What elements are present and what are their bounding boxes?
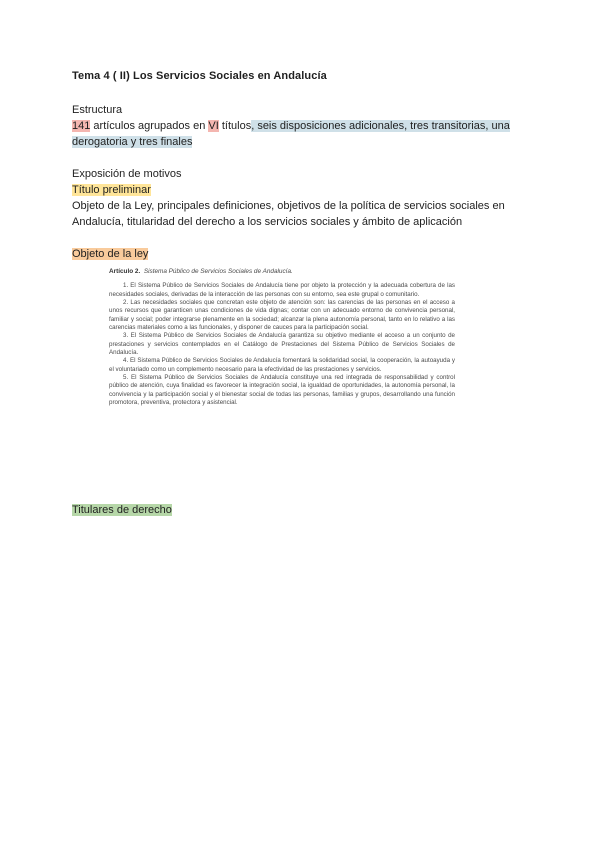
titulares-line	[72, 502, 532, 518]
articles-text: artículos agrupados en	[90, 120, 209, 132]
article-label: Artículo 2.	[109, 268, 141, 275]
titulo-preliminar-highlight: Título preliminar	[72, 184, 151, 196]
titles-count-highlight: VI	[208, 120, 219, 132]
exposicion-heading: Exposición de motivos	[72, 168, 182, 180]
article-heading	[109, 268, 455, 276]
article-paragraph: 5. El Sistema Público de Servicios Sociales de Andalucía constituye una red integrada de responsabilidad y control público de atención, cuya finalidad es favorecer la integración social, la igualdad de oportunidades, la autonomía personal, la convivencia y la participación social y el bienestar social de todas las personas, familias y grupos, desarrollando una función promotora, preventiva, protectora y asistencial.	[109, 374, 455, 407]
titulares-section	[72, 502, 532, 518]
articles-count-highlight: 141	[72, 120, 91, 132]
article-scan-image	[109, 268, 455, 408]
objeto-highlight: Objeto de la ley	[72, 248, 149, 260]
structure-heading: Estructura	[72, 104, 123, 116]
titulo-preliminar-line	[72, 182, 532, 198]
article-name: Sistema Público de Servicios Sociales de Andalucía.	[143, 268, 293, 275]
titulares-highlight: Titulares de derecho	[72, 504, 172, 516]
titulo-preliminar-body: Objeto de la Ley, principales definiciones, objetivos de la política de servicios sociales en Andalucía, titularidad del derecho a los servicios sociales y ámbito de aplicación	[72, 200, 505, 228]
dispositions-highlight: , seis disposiciones adicionales, tres transitorias, una derogatoria y tres finales	[72, 120, 510, 148]
article-paragraph: 4. El Sistema Público de Servicios Sociales de Andalucía fomentará la solidaridad social, la cooperación, la autoayuda y el voluntariado como un complemento necesario para la efectividad de las prestaciones y servicios.	[109, 357, 455, 373]
document-page	[72, 70, 532, 262]
article-paragraph: 2. Las necesidades sociales que concretan este objeto de atención son: las carencias de las personas en el acceso a unos recursos que garanticen unas condiciones de vida dignas; contar con un adecuado entorno de convivencia personal, familiar y social; poder integrarse plenamente en la sociedad; alcanzar la plena autonomía personal, tanto en lo relativo a las carencias materiales como a las funcionales, y disponer de cauces para la participación social.	[109, 299, 455, 332]
document-title: Tema 4 ( II) Los Servicios Sociales en Andalucía	[72, 70, 327, 82]
article-paragraph: 1. El Sistema Público de Servicios Sociales de Andalucía tiene por objeto la protección y la adecuada cobertura de las necesidades sociales, derivadas de la interacción de las personas con su entorno, sea este grupal o comunitario.	[109, 282, 455, 298]
objeto-line	[72, 246, 532, 262]
titles-text: títulos	[218, 120, 252, 132]
structure-text	[72, 118, 532, 150]
article-paragraph: 3. El Sistema Público de Servicios Sociales de Andalucía garantiza su objetivo mediante el acceso a un conjunto de prestaciones y servicios contemplados en el Catálogo de Prestaciones del Sistema Público de Servicios Sociales de Andalucía.	[109, 332, 455, 357]
